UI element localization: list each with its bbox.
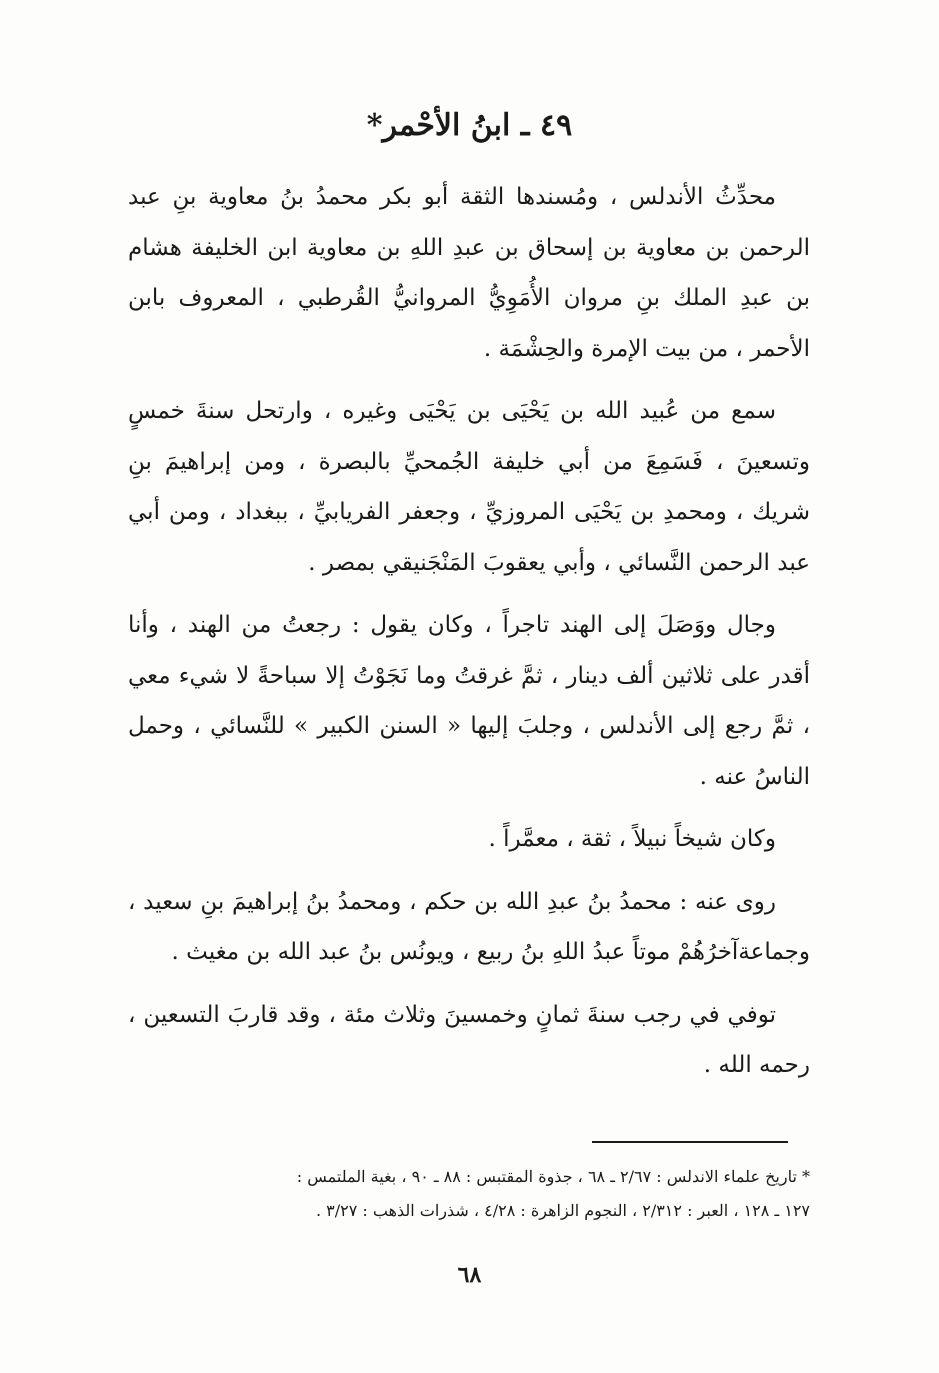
paragraph-travels: وجال ووَصَلَ إلى الهند تاجراً ، وكان يقول : رجعتُ من الهند ، وأنا أقدر على ثلاثين ألف دينار ، ثمَّ غرقتُ وما نَجَوْتُ إلا سباحةً لا شيء معي ، ثمَّ رجع إلى الأندلس ، وجلبَ إليها « السنن الكبير » للنَّسائي ، وحمل الناسُ عنه .	[128, 612, 810, 790]
paragraph-students: روى عنه : محمدُ بنُ عبدِ الله بن حكم ، ومحمدُ بنُ إبراهيمَ بنِ سعيد ، وجماعةآخرُهُمْ موتاً عبدُ اللهِ بنُ ربيع ، ويونُس بنُ عبد الله بن مغيث .	[128, 888, 810, 965]
footnote-line: * تاريخ علماء الاندلس : ٢/٦٧ ـ ٦٨ ، جذوة المقتبس : ٨٨ ـ ٩٠ ، بغية الملتمس :	[296, 1167, 810, 1186]
page-number: ٦٨	[457, 1262, 482, 1288]
footnote-line: ١٢٧ ـ ١٢٨ ، العبر : ٢/٣١٢ ، النجوم الزاهرة : ٤/٢٨ ، شذرات الذهب : ٣/٢٧ .	[315, 1201, 810, 1220]
footnote	[128, 1160, 810, 1228]
paragraph-character: وكان شيخاً نبيلاً ، ثقة ، معمَّراً .	[488, 826, 776, 852]
paragraph-intro: محدِّثُ الأندلس ، ومُسندها الثقة أبو بكر محمدُ بنُ معاوية بنِ عبد الرحمن بن معاوية بن إسحاق بن عبدِ اللهِ بن معاوية ابن الخليفة هشام بن عبدِ الملك بنِ مروان الأُمَوِيُّ المروانيُّ القُرطبي ، المعروف بابن الأحمر ، من بيت الإمرة والحِشْمَة .	[128, 184, 810, 362]
paragraph-teachers: سمع من عُبيد الله بن يَحْيَى بن يَحْيَى وغيره ، وارتحل سنةَ خمسٍ وتسعينَ ، فَسَمِعَ من أبي خليفة الجُمحيِّ بالبصرة ، ومن إبراهيمَ بنِ شريك ، ومحمدِ بن يَحْيَى المروزيِّ ، وجعفر الفريابيِّ ، ببغداد ، ومن أبي عبد الرحمن النَّسائي ، وأبي يعقوبَ المَنْجَنيقي بمصر .	[128, 398, 810, 576]
entry-title: ٤٩ ـ ابنُ الأحْمر*	[366, 108, 573, 143]
footnote-separator	[592, 1141, 788, 1143]
paragraph-death: توفي في رجب سنةَ ثمانٍ وخمسينَ وثلاث مئة ، وقد قاربَ التسعين ، رحمه الله .	[128, 1001, 810, 1078]
entry-body	[128, 172, 810, 1103]
